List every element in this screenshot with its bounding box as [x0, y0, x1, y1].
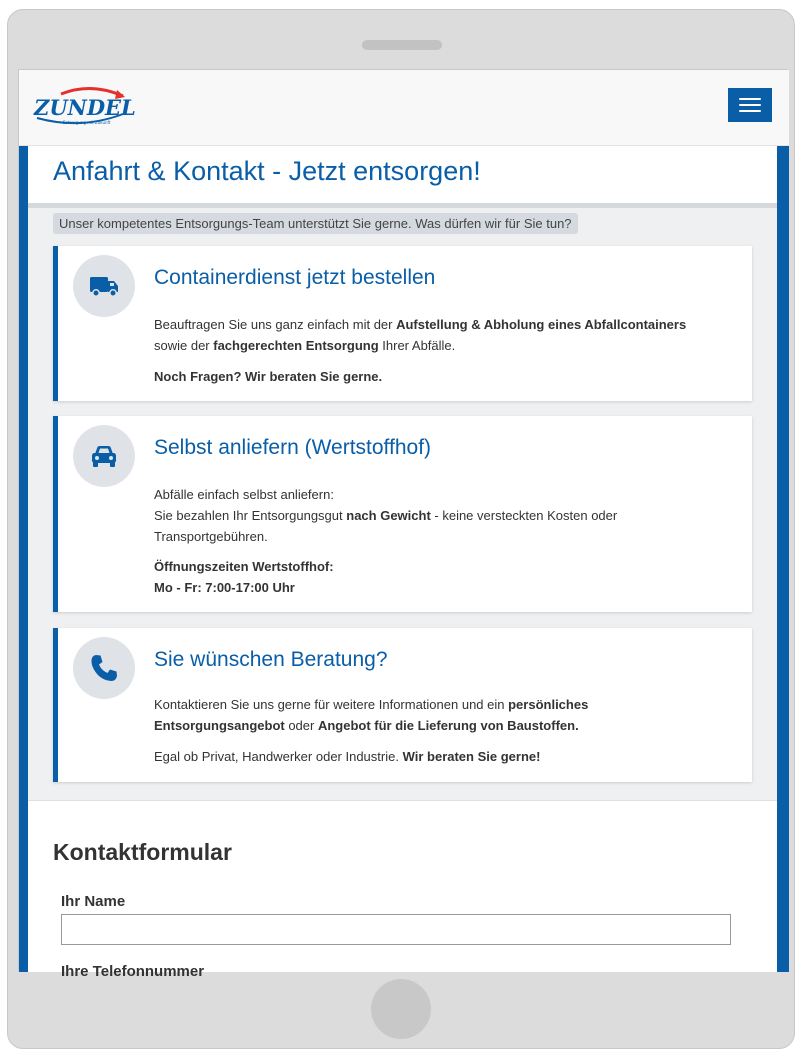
navbar — [19, 70, 789, 146]
device-speaker — [362, 40, 442, 50]
card-title: Sie wünschen Beratung? — [154, 648, 388, 671]
truck-icon — [88, 270, 120, 302]
page-tagline: Unser kompetentes Entsorgungs-Team unterstützt Sie gerne. Was dürfen wir für Sie tun? — [53, 213, 578, 234]
card-text — [154, 694, 744, 736]
hamburger-menu-icon — [739, 110, 761, 112]
phone-icon — [88, 652, 120, 684]
card-title: Containerdienst jetzt bestellen — [154, 266, 436, 289]
card-text — [154, 314, 744, 356]
text-segment-bold: Angebot für die Lieferung von Baustoffen. — [317, 718, 579, 733]
text-segment-bold: Wir beraten Sie gerne! — [402, 749, 541, 764]
screen — [18, 69, 788, 980]
text-segment: - keine versteckten Kosten oder — [430, 508, 618, 523]
title-block — [28, 146, 777, 208]
hamburger-menu-button[interactable] — [728, 88, 772, 122]
text-segment-bold: Noch Fragen? Wir beraten Sie gerne. — [154, 369, 383, 384]
card-icon-circle — [73, 255, 135, 317]
page-title: Anfahrt & Kontakt - Jetzt entsorgen! — [53, 156, 481, 186]
services-section — [28, 208, 777, 800]
card-icon-circle — [73, 637, 135, 699]
device-home-button[interactable] — [371, 979, 431, 1039]
phone-label: Ihre Telefonnummer — [61, 963, 205, 980]
logo-wordmark: ZUNDEL — [34, 95, 136, 120]
opening-hours-label: Öffnungszeiten Wertstoffhof: — [154, 559, 334, 574]
text-segment-bold: nach Gewicht — [346, 508, 431, 523]
card-beratung — [53, 628, 752, 782]
text-segment: Abfälle einfach selbst anliefern: — [154, 487, 334, 502]
text-segment: sowie der — [154, 338, 214, 353]
card-text — [154, 366, 744, 387]
card-title: Selbst anliefern (Wertstoffhof) — [154, 436, 432, 459]
card-containerdienst — [53, 246, 752, 401]
text-segment: Egal ob Privat, Handwerker oder Industrie. — [154, 749, 403, 764]
logo-tagline: Entsorgung mit Zukunft — [63, 120, 111, 125]
text-segment-bold: fachgerechten Entsorgung — [213, 338, 379, 353]
hamburger-menu-icon — [739, 104, 761, 106]
opening-hours-value: Mo - Fr: 7:00-17:00 Uhr — [154, 580, 295, 595]
hamburger-menu-icon — [739, 98, 761, 100]
car-icon — [88, 440, 120, 472]
name-input[interactable] — [61, 914, 731, 945]
card-text — [154, 556, 744, 598]
text-segment-bold: persönliches — [508, 697, 589, 712]
form-title: Kontaktformular — [53, 839, 232, 865]
right-accent-bar — [777, 146, 789, 972]
tablet-frame — [7, 9, 795, 1049]
page-content — [19, 146, 789, 980]
contact-form-section — [28, 800, 777, 980]
text-segment: Sie bezahlen Ihr Entsorgungsgut — [154, 508, 347, 523]
card-selbst-anliefern — [53, 416, 752, 612]
zundel-logo[interactable] — [31, 80, 136, 130]
text-segment: Beauftragen Sie uns ganz einfach mit der — [154, 317, 397, 332]
left-accent-bar — [19, 146, 28, 972]
text-segment-bold: Aufstellung & Abholung eines Abfallcontainers — [396, 317, 687, 332]
text-segment: oder — [284, 718, 318, 733]
card-text — [154, 484, 744, 547]
text-segment-bold: Entsorgungsangebot — [154, 718, 285, 733]
text-segment: Kontaktieren Sie uns gerne für weitere Informationen und ein — [154, 697, 509, 712]
name-label: Ihr Name — [61, 893, 126, 910]
text-segment: Transportgebühren. — [154, 529, 268, 544]
card-text — [154, 746, 744, 767]
text-segment: Ihrer Abfälle. — [378, 338, 456, 353]
card-icon-circle — [73, 425, 135, 487]
